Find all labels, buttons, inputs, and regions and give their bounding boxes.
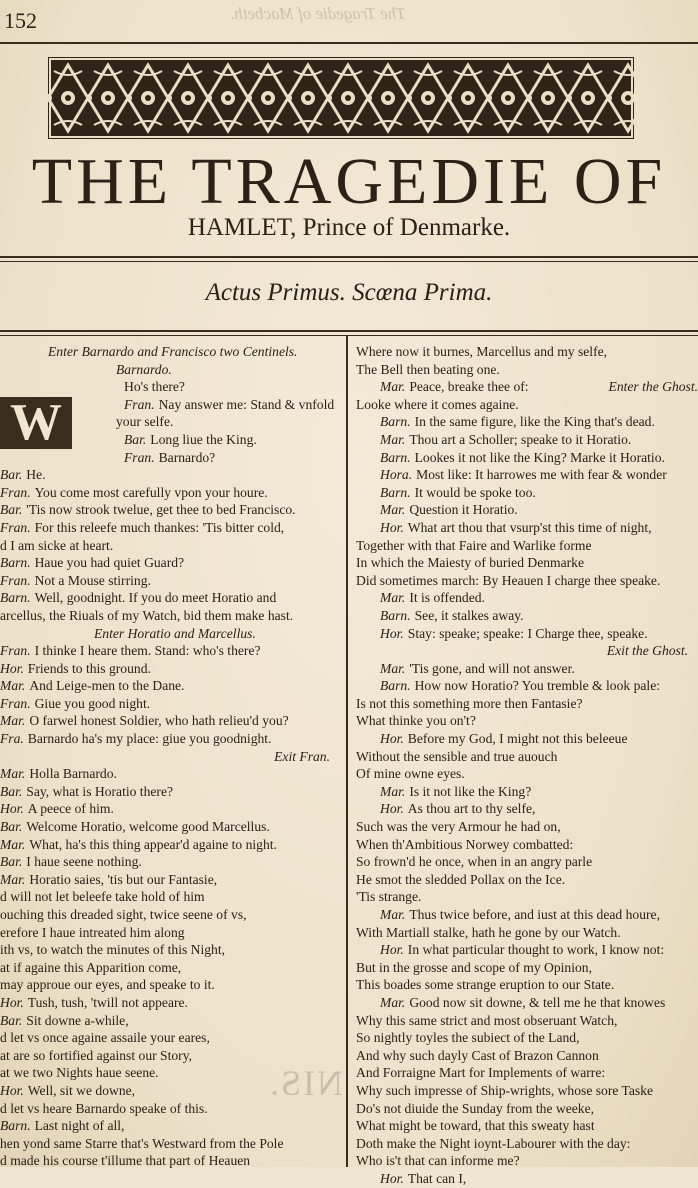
text-line: [0, 537, 340, 555]
text-line: [356, 871, 698, 889]
text-line: [0, 519, 340, 537]
text-line: [356, 994, 698, 1012]
text-line: [356, 924, 698, 942]
text-line: [356, 836, 698, 854]
text-line: [0, 1152, 340, 1170]
line-text: Haue you had quiet Guard?: [34, 555, 185, 571]
speaker-prefix: Hor.: [0, 801, 24, 817]
text-line: [356, 800, 698, 818]
text-line: [356, 449, 698, 467]
line-text: Not a Mouse stirring.: [34, 572, 151, 588]
text-line: [0, 501, 340, 519]
text-line: [356, 589, 698, 607]
text-line: [356, 1029, 698, 1047]
speaker-prefix: Fran.: [0, 484, 31, 500]
speaker-prefix: Mar.: [0, 678, 26, 694]
line-text: Did sometimes march: By Heauen I charge thee speake.: [356, 572, 661, 588]
text-line: [0, 924, 340, 942]
text-line: [0, 959, 340, 977]
line-text: Peace, breake thee of:: [409, 379, 529, 395]
speaker-prefix: Mar.: [380, 379, 406, 395]
text-line: [356, 1012, 698, 1030]
line-text: What thinke you on't?: [356, 713, 476, 729]
text-line: [356, 783, 698, 801]
text-line: [356, 888, 698, 906]
line-text: at if againe this Apparition come,: [0, 959, 182, 975]
line-text: I thinke I heare them. Stand: who's there?: [34, 643, 261, 659]
act-rule: [0, 330, 698, 332]
line-text: Giue you good night.: [34, 695, 151, 711]
text-line: [0, 449, 340, 467]
line-text: A peece of him.: [27, 801, 114, 817]
speaker-prefix: Barn.: [380, 414, 411, 430]
line-text: Looke where it comes againe.: [356, 396, 519, 412]
text-line: [356, 466, 698, 484]
line-text: Friends to this ground.: [27, 660, 151, 676]
text-line: [0, 625, 340, 643]
speaker-prefix: Barn.: [0, 1118, 31, 1134]
line-text: d made his course t'illume that part of Heauen: [0, 1153, 251, 1169]
text-line: [356, 818, 698, 836]
line-text: 'Tis gone, and will not answer.: [409, 660, 575, 676]
speaker-prefix: Fran.: [0, 572, 31, 588]
title-rule: [0, 256, 698, 258]
line-text: d let vs heare Barnardo speake of this.: [0, 1100, 208, 1116]
speaker-prefix: Mar.: [380, 907, 406, 922]
text-line: [356, 537, 698, 555]
line-text: What art thou that vsurp'st this time of night,: [407, 519, 652, 535]
speaker-prefix: Bar.: [0, 502, 23, 518]
decorative-headpiece-icon: [48, 57, 634, 139]
line-text: Is it not like the King?: [409, 783, 532, 799]
text-line: [356, 1152, 698, 1170]
speaker-prefix: Mar.: [380, 783, 406, 799]
page-number: 152: [4, 8, 37, 33]
speaker-prefix: Mar.: [0, 713, 26, 729]
line-text: at are so fortified against our Story,: [0, 1047, 193, 1063]
line-text: hen yond same Starre that's Westward from the Pole: [0, 1135, 284, 1151]
text-line: [0, 853, 340, 871]
line-text: Stay: speake; speake: I Charge thee, speake.: [407, 625, 648, 641]
speaker-prefix: Bar.: [0, 1012, 23, 1028]
speaker-prefix: Hor.: [0, 660, 24, 676]
text-line: [0, 1117, 340, 1135]
column-divider: [346, 335, 348, 1167]
line-text: And why such dayly Cast of Brazon Cannon: [356, 1047, 599, 1063]
text-line: [0, 783, 340, 801]
line-text: It would be spoke too.: [414, 484, 536, 500]
act-rule-thin: [0, 335, 698, 336]
speaker-prefix: Bar.: [0, 819, 23, 835]
line-text: It is offended.: [409, 590, 485, 606]
line-text: Say, what is Horatio there?: [26, 783, 174, 799]
speaker-prefix: Fran.: [0, 643, 31, 659]
text-line: [0, 589, 340, 607]
line-text: Nay answer me: Stand & vnfold: [158, 396, 335, 412]
speaker-prefix: Bar.: [0, 854, 23, 870]
line-text: 'Tis strange.: [356, 889, 422, 905]
line-text: Lookes it not like the King? Marke it Horatio.: [414, 449, 665, 465]
line-text: Holla Barnardo.: [29, 766, 117, 782]
line-text: In the same figure, like the King that's dead.: [414, 414, 655, 430]
line-text: Such was the very Armour he had on,: [356, 819, 561, 835]
speaker-prefix: Mar.: [380, 431, 406, 447]
speaker-prefix: Fran.: [0, 695, 31, 711]
text-line: [0, 888, 340, 906]
line-text: Enter Barnardo and Francisco two Centinels.: [48, 344, 298, 359]
text-line: [356, 519, 698, 537]
speaker-prefix: Fran.: [124, 449, 155, 465]
line-text: ouching this dreaded sight, twice seene of vs,: [0, 907, 247, 922]
line-text: Good now sit downe, & tell me he that knowes: [409, 994, 666, 1010]
line-text: Barnardo ha's my place: giue you goodnight.: [27, 731, 272, 747]
line-text: erefore I haue intreated him along: [0, 924, 185, 940]
text-line: [0, 572, 340, 590]
line-text: And Forraigne Mart for Implements of warre:: [356, 1065, 606, 1081]
line-text: When th'Ambitious Norwey combatted:: [356, 836, 574, 852]
text-line: [356, 1082, 698, 1100]
stage-direction: Enter the Ghost.: [608, 379, 698, 395]
line-text: Most like: It harrowes me with fear & wonder: [416, 467, 667, 483]
text-line: [0, 1029, 340, 1047]
line-text: What might be toward, that this sweaty hast: [356, 1118, 595, 1134]
line-text: In what particular thought to work, I know not:: [407, 942, 665, 958]
text-line: [356, 1100, 698, 1118]
text-line: [356, 607, 698, 625]
text-line: [356, 906, 698, 924]
speaker-prefix: Mar.: [0, 871, 26, 887]
line-text: He smot the sledded Pollax on the Ice.: [356, 871, 566, 887]
speaker-prefix: Barn.: [380, 607, 411, 623]
line-text: Last night of all,: [34, 1118, 125, 1134]
line-text: arcellus, the Riuals of my Watch, bid them make hast.: [0, 607, 294, 623]
line-text: Do's not diuide the Sunday from the weeke,: [356, 1100, 595, 1116]
text-line: [0, 466, 340, 484]
play-subtitle: HAMLET, Prince of Denmarke.: [187, 214, 511, 241]
line-text: Why such impresse of Ship-wrights, whose sore Taske: [356, 1082, 654, 1098]
line-text: may approue our eyes, and speake to it.: [0, 977, 215, 993]
line-text: Who is't that can informe me?: [356, 1153, 520, 1169]
act-scene-heading: Actus Primus. Scœna Prima.: [205, 279, 493, 306]
speaker-prefix: Barn.: [380, 678, 411, 694]
line-text: As thou art to thy selfe,: [407, 801, 536, 817]
title-rule-thin: [0, 261, 698, 262]
text-line: [0, 554, 340, 572]
line-text: Long liue the King.: [150, 431, 257, 447]
text-line: [356, 431, 698, 449]
line-text: d let vs once againe assaile your eares,: [0, 1030, 210, 1046]
text-line: [356, 501, 698, 519]
text-line: [0, 677, 340, 695]
line-text: Enter Horatio and Marcellus.: [94, 625, 256, 641]
line-text: Horatio saies, 'tis but our Fantasie,: [29, 871, 218, 887]
text-line: [0, 906, 340, 924]
speaker-prefix: Hor.: [0, 994, 24, 1010]
speaker-prefix: Mar.: [0, 836, 26, 852]
text-line: [0, 695, 340, 713]
speaker-prefix: Barn.: [380, 449, 411, 465]
speaker-prefix: Hora.: [380, 467, 413, 483]
text-line: [356, 413, 698, 431]
line-text: your selfe.: [116, 414, 174, 430]
text-line: [0, 660, 340, 678]
speaker-prefix: Mar.: [0, 766, 26, 782]
line-text: The Bell then beating one.: [356, 361, 500, 377]
text-line: [356, 361, 698, 379]
line-text: Exit the Ghost.: [606, 643, 688, 659]
text-line: [0, 765, 340, 783]
text-line: [356, 1135, 698, 1153]
line-text: He.: [26, 467, 46, 483]
text-line: [356, 1170, 698, 1188]
text-line: [356, 378, 698, 396]
line-text: Where now it burnes, Marcellus and my selfe,: [356, 344, 608, 359]
line-text: How now Horatio? You tremble & look pale:: [414, 678, 661, 694]
play-title: THE TRAGEDIE OF: [31, 145, 667, 218]
text-line: [0, 730, 340, 748]
text-line: [356, 1117, 698, 1135]
text-line: [356, 484, 698, 502]
line-text: Sit downe a-while,: [26, 1012, 129, 1028]
top-rule: [0, 42, 698, 44]
line-text: Without the sensible and true auouch: [356, 748, 558, 764]
text-line: [356, 941, 698, 959]
speaker-prefix: Hor.: [380, 519, 404, 535]
text-line: [0, 343, 340, 361]
line-text: 'Tis now strook twelue, get thee to bed Francisco.: [26, 502, 296, 518]
text-line: [0, 871, 340, 889]
text-line: [0, 1012, 340, 1030]
line-text: For this releefe much thankes: 'Tis bitter cold,: [34, 519, 285, 535]
line-text: Barnardo.: [116, 361, 172, 377]
speaker-prefix: Mar.: [380, 994, 406, 1010]
line-text: Is not this something more then Fantasie?: [356, 695, 583, 711]
speaker-prefix: Bar.: [124, 431, 147, 447]
line-text: So frown'd he once, when in an angry parle: [356, 854, 593, 870]
text-line: [0, 976, 340, 994]
line-text: Question it Horatio.: [409, 502, 518, 518]
line-text: Thou art a Scholler; speake to it Horatio.: [409, 431, 632, 447]
text-line: [356, 396, 698, 414]
line-text: Barnardo?: [158, 449, 216, 465]
line-text: See, it stalkes away.: [414, 607, 524, 623]
speaker-prefix: Hor.: [0, 1082, 24, 1098]
text-line: [0, 484, 340, 502]
text-line: [356, 712, 698, 730]
bleed-through-text: NIS.: [268, 1063, 344, 1103]
text-line: [356, 853, 698, 871]
text-line: [0, 361, 340, 379]
speaker-prefix: Mar.: [380, 590, 406, 606]
line-text: Why this same strict and most obseruant Watch,: [356, 1012, 618, 1028]
text-line: [0, 712, 340, 730]
text-line: [356, 660, 698, 678]
line-text: Well, sit we downe,: [27, 1082, 136, 1098]
speaker-prefix: Hor.: [380, 942, 404, 958]
line-text: ith vs, to watch the minutes of this Night,: [0, 942, 226, 958]
text-line: [356, 572, 698, 590]
line-text: What, ha's this thing appear'd againe to night.: [29, 836, 277, 852]
line-text: And Leige-men to the Dane.: [29, 678, 185, 694]
text-line: [356, 976, 698, 994]
line-text: You come most carefully vpon your houre.: [34, 484, 268, 500]
line-text: That can I,: [407, 1170, 467, 1186]
line-text: Well, goodnight. If you do meet Horatio and: [34, 590, 277, 606]
line-text: In which the Maiesty of buried Denmarke: [356, 555, 585, 571]
text-line: [356, 554, 698, 572]
line-text: d I am sicke at heart.: [0, 537, 114, 553]
line-text: Together with that Faire and Warlike forme: [356, 537, 592, 553]
text-line: [356, 765, 698, 783]
line-text: Doth make the Night ioynt-Labourer with the day:: [356, 1135, 631, 1151]
speaker-prefix: Bar.: [0, 467, 23, 483]
text-line: [0, 941, 340, 959]
line-text: d will not let beleefe take hold of him: [0, 889, 205, 905]
left-column: [0, 343, 340, 1170]
line-text: Tush, tush, 'twill not appeare.: [27, 994, 188, 1010]
line-text: Welcome Horatio, welcome good Marcellus.: [26, 819, 270, 835]
line-text: Of mine owne eyes.: [356, 766, 465, 782]
text-line: [0, 642, 340, 660]
speaker-prefix: Fran.: [0, 519, 31, 535]
line-text: Exit Fran.: [274, 748, 330, 764]
speaker-prefix: Mar.: [380, 660, 406, 676]
text-line: [356, 642, 698, 660]
speaker-prefix: Barn.: [380, 484, 411, 500]
speaker-prefix: Hor.: [380, 731, 404, 747]
line-text: With Martiall stalke, hath he gone by our Watch.: [356, 924, 621, 940]
right-column: [356, 343, 698, 1188]
text-line: [356, 343, 698, 361]
text-line: [356, 625, 698, 643]
line-text: Thus twice before, and iust at this dead houre,: [409, 907, 660, 922]
speaker-prefix: Bar.: [0, 783, 23, 799]
text-line: [0, 1135, 340, 1153]
text-line: [0, 748, 340, 766]
line-text: Ho's there?: [124, 379, 185, 395]
text-line: [356, 730, 698, 748]
text-line: [356, 695, 698, 713]
line-text: Before my God, I might not this beleeue: [407, 731, 628, 747]
drop-cap-initial: W: [0, 397, 72, 449]
speaker-prefix: Barn.: [0, 555, 31, 571]
text-line: [0, 818, 340, 836]
text-line: [356, 959, 698, 977]
text-line: [356, 677, 698, 695]
speaker-prefix: Hor.: [380, 1170, 404, 1186]
speaker-prefix: Barn.: [0, 590, 31, 606]
speaker-prefix: Mar.: [380, 502, 406, 518]
text-line: [0, 800, 340, 818]
text-line: [356, 1064, 698, 1082]
line-text: But in the grosse and scope of my Opinion,: [356, 959, 592, 975]
text-line: [356, 1047, 698, 1065]
line-text: This boades some strange eruption to our State.: [356, 977, 615, 993]
text-line: [356, 748, 698, 766]
speaker-prefix: Hor.: [380, 625, 404, 641]
speaker-prefix: Hor.: [380, 801, 404, 817]
text-line: [0, 836, 340, 854]
line-text: O farwel honest Soldier, who hath relieu'd you?: [29, 713, 289, 729]
speaker-prefix: Fra.: [0, 731, 24, 747]
line-text: at we two Nights haue seene.: [0, 1065, 159, 1081]
bleed-through-running-head: The Tragedie of Macbeth.: [230, 4, 406, 23]
line-text: So nightly toyles the subiect of the Land,: [356, 1030, 580, 1046]
text-line: [0, 994, 340, 1012]
speaker-prefix: Fran.: [124, 396, 155, 412]
text-line: [0, 607, 340, 625]
line-text: I haue seene nothing.: [26, 854, 142, 870]
